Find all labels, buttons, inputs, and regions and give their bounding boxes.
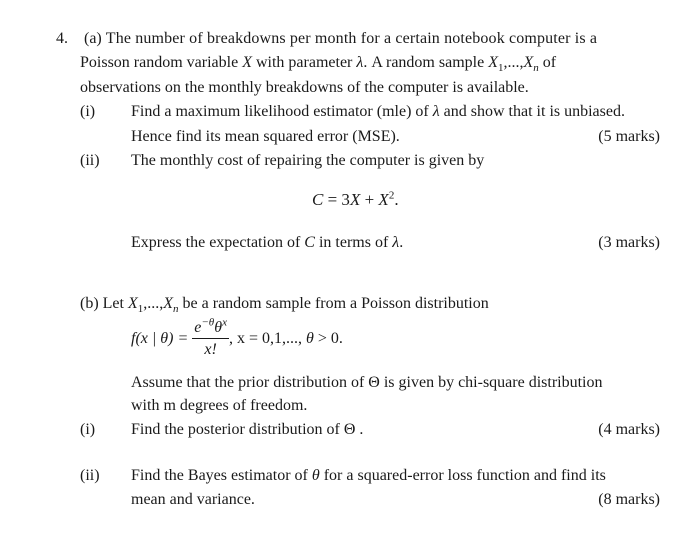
poisson-pmf-equation: f(x | θ) = $\frac{e^{-\theta}\theta^x}{x!}$ , x = 0,1,..., θ > 0. [131,318,343,361]
part-a-i-line1: Find a maximum likelihood estimator (mle) of λ and show that it is unbiased. [131,103,625,120]
part-a-ii-line2: Express the expectation of C in terms of λ. [131,234,404,251]
prior-line1: Assume that the prior distribution of Θ is given by chi-square distribution [131,374,603,391]
part-b-line1: (b) Let $X_1,...,X_n$ be a random sample from a Poisson distribution [80,295,489,316]
prior-line2: with m degrees of freedom. [131,397,308,414]
pmf-denominator: x! [204,341,217,358]
part-a-i-marks: (5 marks) [598,128,660,145]
part-a-line1: The number of breakdowns per month for a certain notebook computer is a [105,30,598,47]
part-a-line3: observations on the monthly breakdowns of the computer is available. [80,79,529,96]
question-header [56,29,597,49]
question-number: 4. [56,30,68,47]
part-b-ii-line1: Find the Bayes estimator of θ for a squared-error loss function and find its [131,467,606,484]
pmf-numerator: $e^{-\theta}\theta^x$ [192,318,229,339]
part-a-line2: Poisson random variable X with parameter λ. A random sample $X_1,...,X_n$ of [80,54,557,75]
part-b-ii-marks: (8 marks) [598,491,660,508]
cost-equation: $C = 3X + X^2$. [312,189,399,209]
part-a-ii-label: (ii) [80,152,100,169]
part-b-ii-line2: mean and variance. [131,491,255,508]
part-a-i-line2: Hence find its mean squared error (MSE). [131,128,400,145]
part-b-i-marks: (4 marks) [598,421,660,438]
pmf-fraction [192,318,229,361]
part-a-ii-marks: (3 marks) [598,234,660,251]
part-b-i-label: (i) [80,421,96,438]
part-a-ii-line1: The monthly cost of repairing the computer is given by [131,152,485,169]
part-b-ii-label: (ii) [80,467,100,484]
part-a-label: (a) [84,30,102,47]
part-a-i-label: (i) [80,103,96,120]
part-b-i-text: Find the posterior distribution of Θ . [131,421,364,438]
